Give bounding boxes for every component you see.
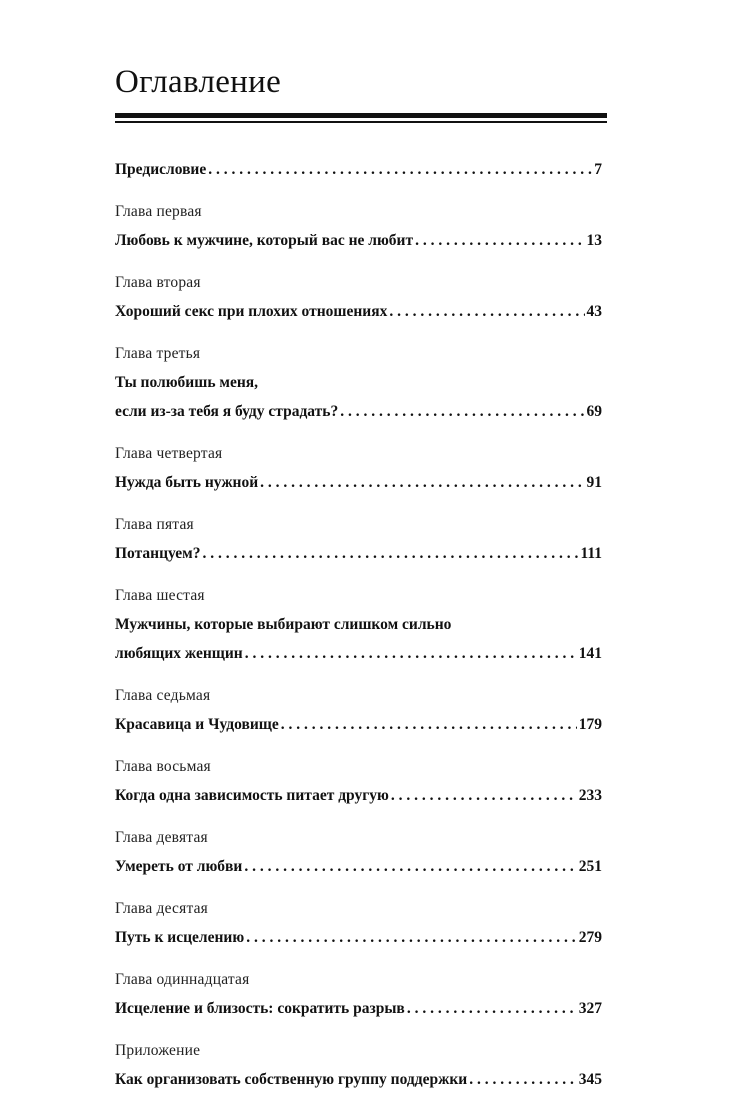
page-number: 233 bbox=[578, 787, 602, 804]
chapter-label: Глава десятая bbox=[115, 900, 209, 917]
toc-row bbox=[115, 852, 602, 881]
chapter-title: если из-за тебя я буду страдать? bbox=[115, 403, 339, 420]
page-number: 345 bbox=[578, 1071, 602, 1088]
page-number: 279 bbox=[578, 929, 602, 946]
toc-entry bbox=[115, 681, 602, 739]
chapter-label: Глава первая bbox=[115, 203, 202, 220]
toc-entry bbox=[115, 339, 602, 426]
title-rule-thin bbox=[115, 121, 607, 123]
dot-leader bbox=[260, 468, 584, 497]
chapter-label: Глава шестая bbox=[115, 587, 205, 604]
toc-entry bbox=[115, 268, 602, 326]
toc-entry bbox=[115, 510, 602, 568]
chapter-label: Глава восьмая bbox=[115, 758, 211, 775]
toc-entry bbox=[115, 1036, 602, 1094]
chapter-title: Умереть от любви bbox=[115, 858, 243, 875]
chapter-title: Нужда быть нужной bbox=[115, 474, 259, 491]
toc-row bbox=[115, 539, 602, 568]
chapter-title: Исцеление и близость: сократить разрыв bbox=[115, 1000, 405, 1017]
chapter-title: любящих женщин bbox=[115, 645, 243, 662]
toc-row bbox=[115, 1065, 602, 1094]
chapter-title: Потанцуем? bbox=[115, 545, 201, 562]
chapter-title: Красавица и Чудовище bbox=[115, 716, 279, 733]
chapter-title: Путь к исцелению bbox=[115, 929, 245, 946]
toc-row bbox=[115, 781, 602, 810]
page-number: 111 bbox=[580, 545, 602, 562]
toc-row bbox=[115, 994, 602, 1023]
dot-leader bbox=[208, 155, 592, 184]
dot-leader bbox=[407, 994, 577, 1023]
page-number: 69 bbox=[586, 403, 602, 420]
chapter-label: Глава девятая bbox=[115, 829, 208, 846]
table-of-contents bbox=[115, 155, 602, 1107]
chapter-title: Предисловие bbox=[115, 161, 207, 178]
page-number: 179 bbox=[578, 716, 602, 733]
toc-row bbox=[115, 468, 602, 497]
title-rule-thick bbox=[115, 113, 607, 118]
chapter-label: Глава одиннадцатая bbox=[115, 971, 250, 988]
chapter-title-line: Мужчины, которые выбирают слишком сильно bbox=[115, 616, 452, 633]
page-title: Оглавление bbox=[115, 64, 282, 100]
chapter-title: Хороший секс при плохих отношениях bbox=[115, 303, 388, 320]
dot-leader bbox=[245, 639, 577, 668]
chapter-label: Глава пятая bbox=[115, 516, 194, 533]
toc-entry bbox=[115, 439, 602, 497]
toc-entry bbox=[115, 581, 602, 668]
toc-row bbox=[115, 397, 602, 426]
page-number: 91 bbox=[586, 474, 602, 491]
toc-entry bbox=[115, 155, 602, 184]
chapter-label: Глава седьмая bbox=[115, 687, 211, 704]
dot-leader bbox=[389, 297, 584, 326]
dot-leader bbox=[469, 1065, 577, 1094]
toc-row bbox=[115, 297, 602, 326]
chapter-title: Любовь к мужчине, который вас не любит bbox=[115, 232, 414, 249]
page-number: 7 bbox=[594, 161, 602, 178]
toc-row bbox=[115, 923, 602, 952]
toc-entry bbox=[115, 823, 602, 881]
toc-entry bbox=[115, 197, 602, 255]
toc-row bbox=[115, 155, 602, 184]
chapter-title-line: Ты полюбишь меня, bbox=[115, 374, 259, 391]
page-number: 141 bbox=[578, 645, 602, 662]
page-number: 13 bbox=[586, 232, 602, 249]
dot-leader bbox=[391, 781, 577, 810]
chapter-title: Когда одна зависимость питает другую bbox=[115, 787, 389, 804]
dot-leader bbox=[415, 226, 584, 255]
page-number: 327 bbox=[578, 1000, 602, 1017]
toc-entry bbox=[115, 752, 602, 810]
toc-row bbox=[115, 226, 602, 255]
toc-row bbox=[115, 639, 602, 668]
toc-entry bbox=[115, 965, 602, 1023]
page-number: 251 bbox=[578, 858, 602, 875]
dot-leader bbox=[340, 397, 584, 426]
chapter-label: Приложение bbox=[115, 1042, 201, 1059]
toc-entry bbox=[115, 894, 602, 952]
chapter-label: Глава вторая bbox=[115, 274, 201, 291]
page-number: 43 bbox=[586, 303, 602, 320]
chapter-title: Как организовать собственную группу поддержки bbox=[115, 1071, 468, 1088]
dot-leader bbox=[244, 852, 576, 881]
dot-leader bbox=[246, 923, 577, 952]
dot-leader bbox=[202, 539, 578, 568]
chapter-label: Глава четвертая bbox=[115, 445, 223, 462]
dot-leader bbox=[281, 710, 577, 739]
toc-row bbox=[115, 710, 602, 739]
chapter-label: Глава третья bbox=[115, 345, 201, 362]
